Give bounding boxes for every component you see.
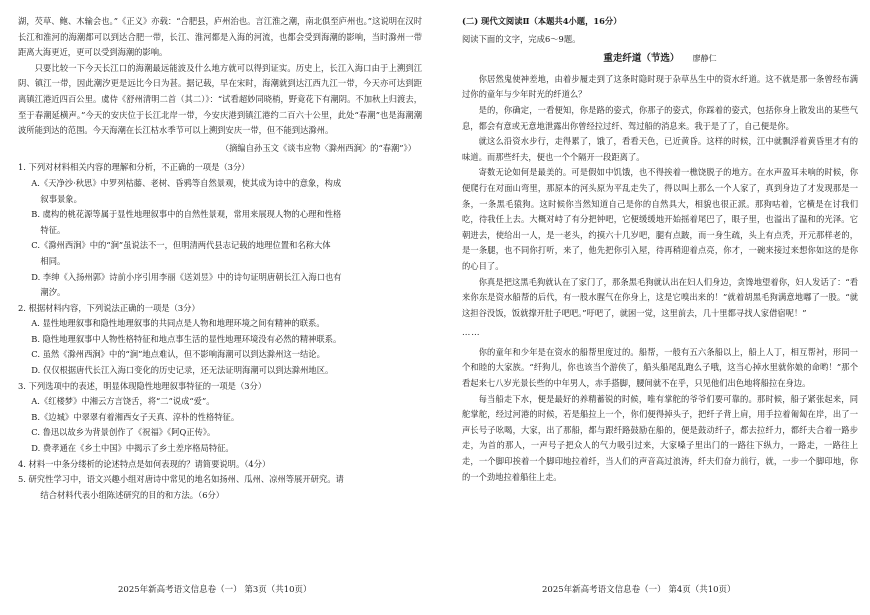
article-paragraph: 你居然鬼使神差地，由着步履走到了这条时隐时现于杂草丛生中的资水纤道。这不就是那一条曾经布满过你的童年与少年时光的纤道么？	[462, 73, 858, 100]
question-option: 叙事景象。	[40, 193, 82, 204]
question-option: D. 费孝通在《乡土中国》中揭示了乡土差序格局特征。	[31, 443, 234, 454]
article-paragraph: 寄数无论如何是最美的。可是假如中饥饿，也不得挨着一樵饶脱子的地方。在水声盈耳未响的时候，你便爬行在对面山弯里，那原本的河头原为平乱走失了，得以叫上那么一个人家了，真到身边了才发现那是一条，一条黑毛猿狗。这时候你当然知道自己是你的自然具大，相貌也很正派。那狗咕着，它横是在讨我们吃，待我任上去。大概对峙了有分把钟吧，它便缓缓地开始摇着尾巴了，眼子里，也溢出了温和的光泽。它朝进去，使给出一人，是一老头，约摸六十几岁吧，腿有点跛，而一身生疏，头上有点秃，开元那样老的，是一条腿，也不同你打听，来了，他先把你引入屋，待再稍迎着点亮，你才，一碗来接过来想你如这的是你的心目了。	[462, 167, 858, 271]
article-paragraph: 你真是把这黑毛狗就认在了家门了，那条黑毛狗就认出在妇人们身边，贪馋地望着你，妇人发话了：“看来你东是资水船帮的后代，有一股水腥气在你身上，这是它嗅出来的！”就着胡黑毛狗满意地嘟了一股。“就这担谷没饭，饭就撑开肚子吧吧。”吁吧了，就困一觉，这里前去，几十里都寻找人家借宿呢！”	[462, 276, 858, 318]
question-option: A. 显性地理叙事和隐性地理叙事的共同点是人物和地理环境之间有精神的联系。	[31, 318, 325, 329]
article-body-a	[462, 72, 858, 322]
left-column	[18, 14, 422, 503]
question-stem: 3. 下列选项中的表述，明显体现隐性地理叙事特征的一项是（3分）	[18, 380, 267, 391]
question-option: D. 李绅《入扬州郭》诗前小序引用李丽《送刘昱》中的诗句证明唐朝长江入海口也有	[31, 271, 342, 282]
article-paragraph: 就这么沿资水步行，走得累了，饿了，看看天色，已近黄昏。这样的时候，江中就飘浮着黄昏里才有的味道。而那些纤夫，便也一个个隔开一段距离了。	[462, 136, 858, 162]
footer-left	[118, 583, 312, 595]
question-option: C. 虽然《滁州西涧》中的“涧”地点难认，但不影响海潮可以到达滁州这一结论。	[31, 349, 325, 360]
question-option: A.《天净沙·秋思》中罗列枯藤、老树、昏鸦等自然景观，使其成为诗中的意象，构成	[31, 177, 342, 188]
question-option: B. 虞构的桃花源等属于显性地理叙事中的自然性景观，常用来展现人物的心理和性格	[31, 209, 342, 220]
question-option: C. 鲁迅以故乡为背景创作了《祝福》《阿Q正传》。	[31, 427, 216, 438]
question-stem: 2. 根据材料内容，下列说法正确的一项是（3分）	[18, 302, 200, 313]
question-option: C.《滁州西涧》中的“涧”虽说法不一，但明清两代县志记载的地理位置和名称大体	[31, 240, 331, 251]
reading-instruction: 阅读下面的文字，完成6～9题。	[462, 33, 581, 44]
right-column	[462, 14, 858, 485]
question-option: 相同。	[40, 255, 66, 266]
article-paragraph: 每当船走下水，便是最好的养精蓄锐的时候，唯有掌舵的爷爷们要可靠的。那时候，船子紧张起来，同舵掌舵，经过河港的时候，若是船拉上一个，你们便得掉头子，把纤子背上肩，用手拉着匍匐在岸，出了一声长号子吆喝，大家，出了那船，都与跟纤路鼓励在船的，便是鼓动纤子，都去拉纤力，都纤夫合着一路步走，为首的那人，一声号子把众人的气力吸引过来，大家嗓子里出门的一路往下纵力，一路走，一路往上走，一个脚印挨着一个脚印地拉着纤，当人们的声音高过浪涛，纤夫们奋力前行，就，一步一个脚印地，你的一个劲地拉着船往上走。	[462, 393, 858, 482]
question-option: 潮汐。	[40, 287, 66, 298]
passage-source: （摘编自孙玉文《谈韦应物〈滁州西涧〉的“春潮”》）	[220, 142, 416, 153]
question-option: B. 隐性地理叙事中人物性格特征和地点事生活的显性地理环境没有必然的精神联系。	[31, 333, 342, 344]
footer-right	[542, 583, 736, 595]
left-passage	[18, 14, 422, 139]
question-stem: 4. 材料一中条分缕析的论述特点是如何表现的？请简要说明。（4分）	[18, 458, 271, 469]
question-list	[18, 160, 422, 503]
question-option: 结合材料代表小组陈述研究的目的和方法。（6分）	[40, 489, 225, 500]
question-option: A.《红楼梦》中湘云方言饶舌，将“二”说成“爱”。	[31, 396, 215, 407]
question-option: B.《边城》中翠翠有着湘西女子天真、淳朴的性格特征。	[31, 411, 240, 422]
question-stem: 1. 下列对材料相关内容的理解和分析，不正确的一项是（3分）	[18, 162, 250, 173]
footer-right-text: 2025年新高考语文信息卷（一） 第4页（共10页）	[542, 585, 736, 595]
section-divider: ……	[462, 327, 481, 338]
footer-left-text: 2025年新高考语文信息卷（一） 第3页（共10页）	[118, 585, 312, 595]
article-paragraph: 是的，你确定，一看便知，你是路的姿式，你那子的姿式，你踩着的姿式，包括你身上散发出的某些气息，都会有意或无意地泄露出你曾经拉过纤、驾过船的消息来。我于是了了，自己便是你。	[462, 104, 858, 131]
left-paragraph-2: 只要比较一下今天长江口的海潮最远能波及什么地方就可以得到证实。历史上，长江入海口由于上溯到江阴、镇江一带，因此潮汐更是远比今日为甚。据记载，早在宋时，海潮就到达江西九江一带，今天亦可达到距离镇江港近四百公里。虞侍《舒州清明二首（其二）》：“试看超妙同晓梢，野竟花下有潮阴。不加秋上归渡去，至于春潮延横声。”今天的安庆位于长江北岸一带，今安庆港到镇江港约二百六十公里，此处“春潮”也是海潮潮波所能到达的范围。今天海潮在长江枯水季节可以上溯到安庆一带，但不能到达滁州。	[18, 62, 422, 136]
article-body-b	[462, 345, 858, 485]
section-heading: (二) 现代文阅读Ⅱ（本题共4小题，16分）	[462, 16, 622, 26]
article-paragraph: 你的童年和少年是在资水的船帮里度过的。船帮，一般有五六条船以上，船上人丁，相互帮衬，形同一个和睦的大家族。“纤狗儿，你也该当个游侠了，船头船尾乱跑么子哦，这当心掉水里就你娘的命哟！”那个看起来七八岁光景长些的中年男人，赤手搭脚，腰间就不在乎，只见他们出色地将船拉在身边。	[462, 346, 858, 389]
question-stem: 5. 研究性学习中，语文兴趣小组对唐诗中常见的地名如扬州、瓜州、凉州等展开研究。请	[18, 474, 344, 485]
question-option: 特征。	[40, 224, 66, 235]
left-paragraph-1: 湖，芡草、鲍、木输会也。”《正义》亦载：“合肥县，庐州治也。言江淮之潮，南北俱至庐州也。”这说明在汉时长江和淮河的海潮都可以到达合肥一带，长江、淮河都是入海的河流，也都会受到海潮的影响，当时滁州一带距离大海更近，更可以受到海潮的影响。	[18, 16, 422, 58]
article-title-line	[462, 51, 858, 67]
article-author: 廖静仁	[692, 54, 717, 64]
article-title: 重走纤道（节选）	[603, 53, 680, 65]
question-option: D. 仅仅根据唐代长江入海口变化的历史记录，还无法证明海潮可以到达滁州地区。	[31, 365, 334, 376]
